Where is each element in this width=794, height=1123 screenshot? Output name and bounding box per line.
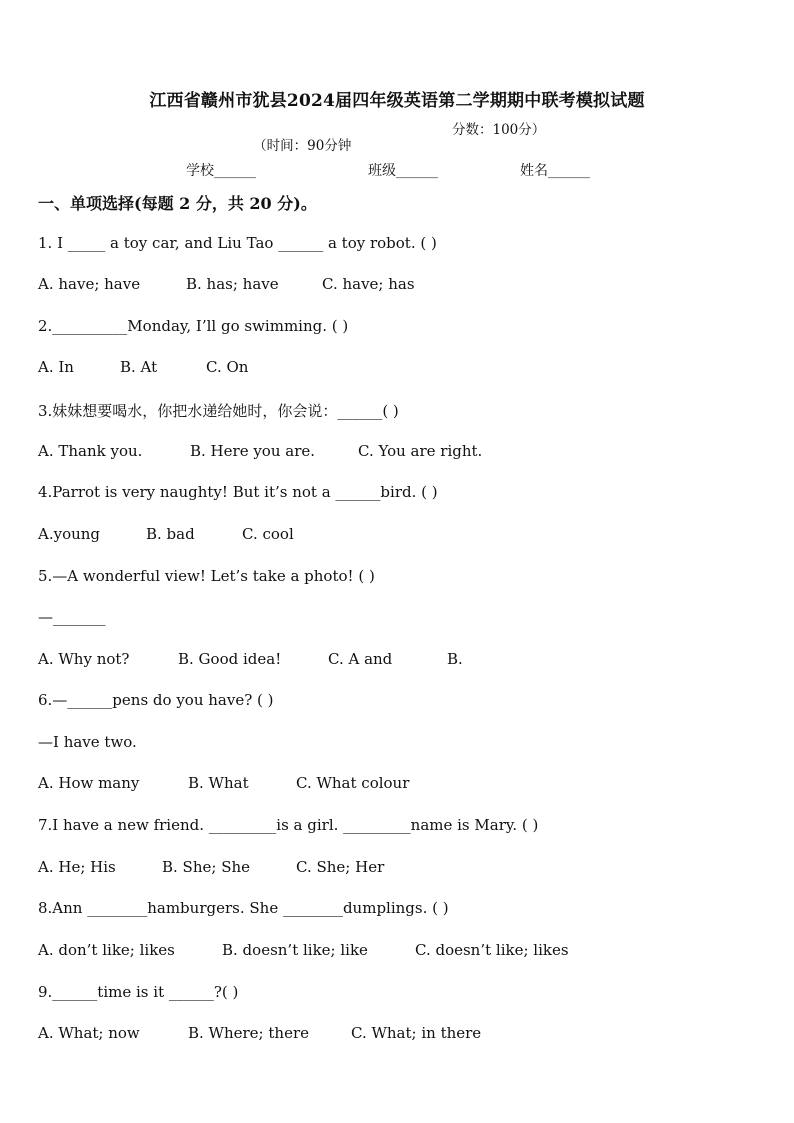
option-a: A. How many [38, 774, 140, 792]
option-b: B. At [120, 358, 158, 376]
option-c: C. have; has [322, 275, 415, 293]
question-stem: 6.—______pens do you have? ( ) [38, 691, 274, 709]
exam-time: （时间：90分钟 [253, 138, 352, 154]
option-d: B. [447, 650, 463, 668]
option-c: C. She; Her [296, 858, 385, 876]
option-b: B. Good idea! [178, 650, 282, 668]
option-c: C. A and [328, 650, 393, 668]
question-stem: 7.I have a new friend. _________is a girl. _________name is Mary. ( ) [38, 816, 539, 834]
question-stem: 3.妹妹想要喝水，你把水递给她时，你会说：______( ) [38, 402, 399, 420]
option-b: B. bad [146, 525, 195, 543]
option-c: C. You are right. [358, 442, 483, 460]
question-stem: 4.Parrot is very naughty! But it’s not a ______bird. ( ) [38, 483, 438, 501]
option-b: B. She; She [162, 858, 251, 876]
answer-line: —_______ [38, 608, 106, 626]
option-b: B. Here you are. [190, 442, 316, 460]
class-field: 班级______ [368, 163, 438, 179]
option-a: A. Thank you. [38, 442, 143, 460]
section-title: 一、单项选择(每题 2 分，共 20 分)。 [38, 194, 317, 213]
option-a: A.young [38, 525, 101, 543]
option-a: A. don’t like; likes [38, 941, 175, 959]
option-a: A. In [38, 358, 74, 376]
option-b: B. What [188, 774, 249, 792]
question-stem: 8.Ann ________hamburgers. She ________dumplings. ( ) [38, 899, 449, 917]
question-stem: 2.__________Monday, I’ll go swimming. ( ) [38, 317, 349, 335]
answer-line: —I have two. [38, 733, 137, 751]
option-a: A. He; His [38, 858, 116, 876]
option-c: C. What colour [296, 774, 410, 792]
option-c: C. cool [242, 525, 294, 543]
option-c: C. On [206, 358, 249, 376]
name-field: 姓名______ [520, 163, 590, 179]
exam-score: 分数：100分） [452, 122, 546, 138]
question-stem: 5.—A wonderful view! Let’s take a photo! ( ) [38, 567, 375, 585]
option-b: B. doesn’t like; like [222, 941, 368, 959]
option-c: C. doesn’t like; likes [415, 941, 569, 959]
option-b: B. has; have [186, 275, 279, 293]
option-a: A. have; have [38, 275, 141, 293]
option-b: B. Where; there [188, 1024, 309, 1042]
question-stem: 9.______time is it ______?( ) [38, 983, 239, 1001]
option-a: A. What; now [38, 1024, 140, 1042]
option-a: A. Why not? [38, 650, 130, 668]
question-stem: 1. I _____ a toy car, and Liu Tao ______ a toy robot. ( ) [38, 234, 437, 252]
option-c: C. What; in there [351, 1024, 482, 1042]
exam-title: 江西省赣州市犹县2024届四年级英语第二学期期中联考模拟试题 [149, 91, 645, 111]
school-field: 学校______ [186, 163, 256, 179]
